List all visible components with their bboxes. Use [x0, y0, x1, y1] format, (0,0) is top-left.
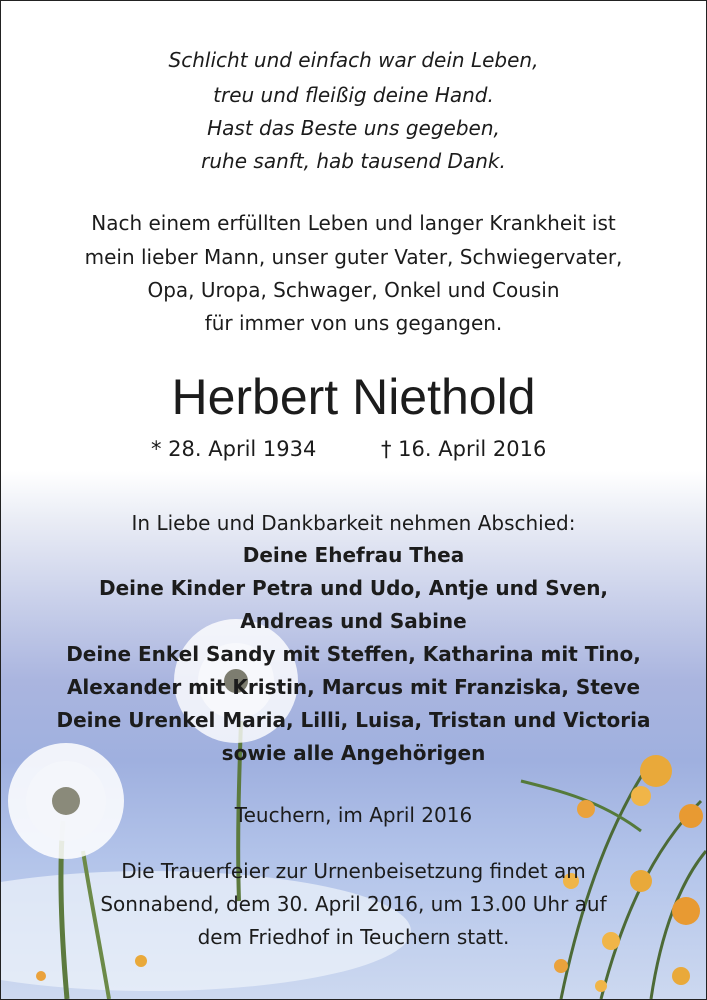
- farewell-intro: In Liebe und Dankbarkeit nehmen Abschied:: [131, 511, 576, 535]
- poem-line: Schlicht und einfach war dein Leben,: [168, 48, 539, 72]
- mourner-line: Deine Enkel Sandy mit Steffen, Katharina mit Tino,: [66, 642, 641, 666]
- funeral-line: dem Friedhof in Teuchern statt.: [197, 925, 510, 949]
- poem-line: Hast das Beste uns gegeben,: [207, 116, 500, 140]
- mourner-line: Deine Kinder Petra und Udo, Antje und Sven,: [98, 576, 609, 600]
- place-date: Teuchern, im April 2016: [234, 803, 473, 827]
- mourner-line: Alexander mit Kristin, Marcus mit Franziska, Steve: [66, 675, 641, 699]
- mourner-line: Deine Ehefrau Thea: [242, 543, 465, 567]
- poem-line: ruhe sanft, hab tausend Dank.: [201, 149, 506, 173]
- poem-line: treu und fleißig deine Hand.: [213, 83, 494, 107]
- intro-line: für immer von uns gegangen.: [204, 311, 503, 335]
- intro-line: Opa, Uropa, Schwager, Onkel und Cousin: [147, 278, 560, 302]
- intro-line: Nach einem erfüllten Leben und langer Krankheit ist: [91, 211, 616, 235]
- funeral-line: Sonnabend, dem 30. April 2016, um 13.00 Uhr auf: [100, 892, 607, 916]
- birth-date: * 28. April 1934: [151, 437, 317, 461]
- intro-line: mein lieber Mann, unser guter Vater, Schwiegervater,: [84, 245, 623, 269]
- mourner-line: Andreas und Sabine: [240, 609, 467, 633]
- mourner-line: Deine Urenkel Maria, Lilli, Luisa, Tristan und Victoria: [56, 708, 651, 732]
- mourner-line: sowie alle Angehörigen: [221, 741, 486, 765]
- death-date: † 16. April 2016: [381, 437, 547, 461]
- funeral-line: Die Trauerfeier zur Urnenbeisetzung findet am: [121, 859, 586, 883]
- deceased-name: Herbert Niethold: [171, 369, 536, 425]
